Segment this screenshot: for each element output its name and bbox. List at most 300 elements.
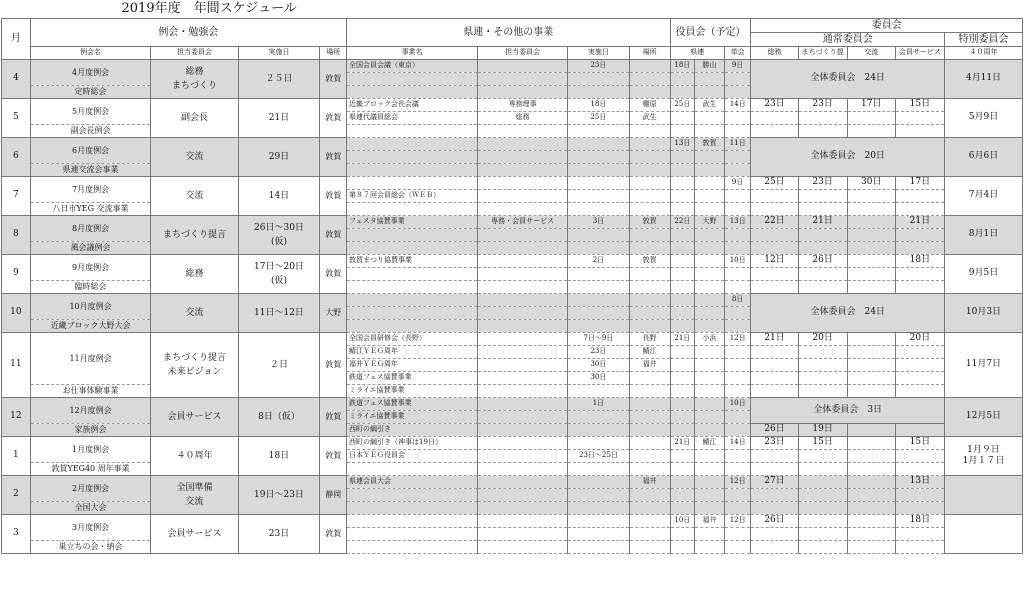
kenren-date [670, 397, 695, 410]
month-cell: 11 [2, 332, 31, 397]
event-date [568, 306, 629, 319]
event-date [568, 293, 629, 306]
kenren-place [695, 397, 725, 410]
event-place [629, 462, 670, 475]
iinkai-koryu [847, 202, 895, 215]
tankai-date: 8日 [724, 293, 751, 306]
kenren-date: 18日 [670, 59, 695, 72]
event-tanto [478, 397, 568, 410]
iinkai-merged: 全体委員会 3日 [751, 397, 945, 423]
event-tanto [478, 540, 568, 553]
event-date [568, 124, 629, 137]
event-place [629, 137, 670, 150]
event-tanto [478, 436, 568, 449]
event-name: ミライエ協賛事業 [347, 410, 478, 423]
reikai-tanto: 交流 [151, 176, 238, 215]
kenren-place [695, 72, 725, 85]
tankai-date [724, 501, 751, 514]
event-place: 鯖江 [629, 345, 670, 358]
tokubetsu-date: 9月5日 [944, 254, 1022, 293]
event-place: 武生 [629, 111, 670, 124]
tankai-date [724, 150, 751, 163]
event-date [568, 267, 629, 280]
event-place [629, 150, 670, 163]
month-cell: 4 [2, 59, 31, 98]
event-place [629, 267, 670, 280]
event-name [347, 202, 478, 215]
kenren-place [695, 202, 725, 215]
kenren-place [695, 189, 725, 202]
event-tanto [478, 280, 568, 293]
iinkai-machizukuri [798, 475, 847, 488]
event-date: 1日 [568, 397, 629, 410]
event-place [629, 371, 670, 384]
kenren-date [670, 449, 695, 462]
iinkai-koryu [847, 267, 895, 280]
kenren-place: 敦賀 [695, 137, 725, 150]
iinkai-machizukuri [798, 241, 847, 254]
kenren-date [670, 254, 695, 267]
reikai-place: 静岡 [320, 475, 347, 514]
iinkai-kaiin-service [895, 267, 944, 280]
iinkai-kaiin-service [895, 449, 944, 462]
reikai-date: 29日 [238, 137, 320, 176]
kenren-date [670, 306, 695, 319]
event-tanto [478, 423, 568, 436]
tankai-date [724, 462, 751, 475]
reikai-name: 3月度例会 [30, 514, 151, 540]
kenren-date [670, 267, 695, 280]
kenren-date [670, 475, 695, 488]
kenren-place [695, 241, 725, 254]
kenren-date: 13日 [670, 137, 695, 150]
event-tanto [478, 85, 568, 98]
event-name: 敦賀まつり協賛事業 [347, 254, 478, 267]
iinkai-koryu [847, 111, 895, 124]
event-date [568, 488, 629, 501]
event-date: 2日 [568, 254, 629, 267]
event-date [568, 176, 629, 189]
reikai-date: 14日 [238, 176, 320, 215]
tankai-date: 13日 [724, 215, 751, 228]
event-date [568, 72, 629, 85]
reikai-name: 1月度例会 [30, 436, 151, 462]
iinkai-koryu [847, 280, 895, 293]
event-tanto [478, 267, 568, 280]
event-place [629, 540, 670, 553]
iinkai-somu [751, 241, 798, 254]
reikai-date: 21日 [238, 98, 320, 137]
kenren-place [695, 124, 725, 137]
iinkai-somu [751, 449, 798, 462]
event-tanto [478, 462, 568, 475]
col-header-kenren-place: 単会 [724, 46, 751, 59]
event-date: 3日 [568, 215, 629, 228]
iinkai-machizukuri [798, 111, 847, 124]
reikai-date: 17日〜20日 (仮) [238, 254, 320, 293]
iinkai-somu: 26日 [751, 514, 798, 527]
kenren-place [695, 176, 725, 189]
event-name [347, 319, 478, 332]
event-date [568, 137, 629, 150]
yakuin-group-header: 役員会（予定） [670, 18, 751, 46]
event-date [568, 501, 629, 514]
event-date: 7日〜9日 [568, 332, 629, 345]
event-name [347, 267, 478, 280]
reikai-subtitle: 全国大会 [30, 501, 151, 514]
iinkai-kaiin-service: 18日 [895, 514, 944, 527]
event-tanto [478, 319, 568, 332]
table-row [2, 475, 1023, 488]
tokubetsu-date: 4月11日 [944, 59, 1022, 98]
event-name [347, 85, 478, 98]
iinkai-kaiin-service [895, 111, 944, 124]
reikai-place: 敦賀 [320, 514, 347, 553]
iinkai-machizukuri: 20日 [798, 332, 847, 345]
iinkai-kaiin-service: 18日 [895, 254, 944, 267]
reikai-name: 4月度例会 [30, 59, 151, 85]
event-name [347, 514, 478, 527]
event-name [347, 488, 478, 501]
reikai-tanto: 交流 [151, 293, 238, 332]
col-header-event-date: 実施日 [568, 46, 629, 59]
event-place [629, 241, 670, 254]
event-place [629, 228, 670, 241]
iinkai-koryu [847, 371, 895, 384]
event-tanto [478, 371, 568, 384]
reikai-name: 5月度例会 [30, 98, 151, 124]
iinkai-somu [751, 384, 798, 397]
reikai-place: 敦賀 [320, 59, 347, 98]
iinkai-koryu [847, 501, 895, 514]
iinkai-kaiin-service [895, 280, 944, 293]
iinkai-kaiin-service: 20日 [895, 332, 944, 345]
tankai-date [724, 527, 751, 540]
iinkai-machizukuri [798, 280, 847, 293]
event-name [347, 124, 478, 137]
tokubetsu-date: 5月9日 [944, 98, 1022, 137]
iinkai-kaiin-service: 13日 [895, 475, 944, 488]
kenren-place [695, 306, 725, 319]
reikai-place: 敦賀 [320, 137, 347, 176]
reikai-date: ２５日 [238, 59, 320, 98]
event-date [568, 163, 629, 176]
kenren-date [670, 85, 695, 98]
kenren-date: 10日 [670, 514, 695, 527]
event-name: 福井ＹＥＧ周年 [347, 358, 478, 371]
tankai-date [724, 202, 751, 215]
tankai-date [724, 358, 751, 371]
iinkai-koryu [847, 358, 895, 371]
iinkai-somu: 25日 [751, 176, 798, 189]
event-place [629, 293, 670, 306]
event-tanto [478, 384, 568, 397]
kenren-place [695, 228, 725, 241]
kenren-date [670, 228, 695, 241]
event-date [568, 280, 629, 293]
tankai-date: 12日 [724, 332, 751, 345]
event-place: 福井 [629, 475, 670, 488]
reikai-date: ２日 [238, 332, 320, 397]
event-name [347, 137, 478, 150]
tankai-date [724, 449, 751, 462]
iinkai-kaiin-service [895, 228, 944, 241]
tankai-date [724, 228, 751, 241]
iinkai-merged: 全体委員会 20日 [751, 137, 945, 176]
event-tanto [478, 176, 568, 189]
iinkai-kaiin-service [895, 189, 944, 202]
col-header-reikai-place: 場所 [320, 46, 347, 59]
event-name: 西町の綱引き（神事は19日） [347, 436, 478, 449]
kenren-place [695, 462, 725, 475]
event-date: 30日 [568, 371, 629, 384]
event-place [629, 488, 670, 501]
iinkai-group-header: 委員会 [751, 18, 1023, 32]
reikai-name: 12月度例会 [30, 397, 151, 423]
event-name: 県連会員大会 [347, 475, 478, 488]
event-date [568, 85, 629, 98]
event-name [347, 462, 478, 475]
event-tanto [478, 306, 568, 319]
event-name [347, 540, 478, 553]
kenren-place [695, 280, 725, 293]
event-tanto [478, 527, 568, 540]
event-place: 福井 [629, 358, 670, 371]
kenren-date: 22日 [670, 215, 695, 228]
kenren-place [695, 410, 725, 423]
tankai-date [724, 319, 751, 332]
iinkai-machizukuri: 21日 [798, 215, 847, 228]
reikai-subtitle: 県連交流会事業 [30, 163, 151, 176]
event-place [629, 85, 670, 98]
kenren-place [695, 449, 725, 462]
event-name: 県連代議員総会 [347, 111, 478, 124]
kenren-date [670, 358, 695, 371]
tankai-date [724, 124, 751, 137]
iinkai-kaiin-service [895, 527, 944, 540]
tankai-date [724, 423, 751, 436]
table-row [2, 137, 1023, 150]
event-place [629, 280, 670, 293]
kenren-date: 25日 [670, 98, 695, 111]
month-cell: 7 [2, 176, 31, 215]
event-place: 敦賀 [629, 254, 670, 267]
col-header-tankai: 総務 [751, 46, 798, 59]
reikai-group-header: 例会・勉強会 [30, 18, 346, 46]
month-cell: 5 [2, 98, 31, 137]
reikai-subtitle: 臨時総会 [30, 280, 151, 293]
event-tanto [478, 254, 568, 267]
iinkai-somu [751, 345, 798, 358]
iinkai-machizukuri [798, 540, 847, 553]
iinkai-machizukuri: 23日 [798, 98, 847, 111]
reikai-subtitle: 定時総会 [30, 85, 151, 98]
table-row [2, 59, 1023, 72]
tankai-date [724, 111, 751, 124]
event-tanto [478, 189, 568, 202]
reikai-place: 敦賀 [320, 436, 347, 475]
col-header-event-place: 場所 [629, 46, 670, 59]
event-tanto: 総務 [478, 111, 568, 124]
event-date [568, 241, 629, 254]
reikai-subtitle: 家族例会 [30, 423, 151, 436]
tsujo-group-header: 通常委員会 [751, 32, 945, 46]
event-name: 全国会員研修会（長野） [347, 332, 478, 345]
kenren-date [670, 345, 695, 358]
reikai-place: 敦賀 [320, 254, 347, 293]
kenren-place [695, 163, 725, 176]
iinkai-somu [751, 540, 798, 553]
event-date [568, 540, 629, 553]
tankai-date [724, 241, 751, 254]
event-tanto [478, 59, 568, 72]
event-tanto [478, 124, 568, 137]
tankai-date: 10日 [724, 397, 751, 410]
event-name [347, 241, 478, 254]
iinkai-koryu [847, 488, 895, 501]
reikai-tanto: まちづくり提言 未来ビジョン [151, 332, 238, 397]
iinkai-koryu [847, 215, 895, 228]
event-date: 30日 [568, 358, 629, 371]
event-place [629, 202, 670, 215]
tankai-date [724, 280, 751, 293]
iinkai-somu [751, 358, 798, 371]
event-tanto [478, 345, 568, 358]
reikai-tanto: 交流 [151, 137, 238, 176]
tankai-date [724, 306, 751, 319]
iinkai-merged: 全体委員会 24日 [751, 293, 945, 332]
iinkai-koryu: 17日 [847, 98, 895, 111]
iinkai-machizukuri [798, 189, 847, 202]
reikai-date: 19日〜23日 [238, 475, 320, 514]
reikai-tanto: 全国準備 交流 [151, 475, 238, 514]
kenren-place [695, 254, 725, 267]
iinkai-machizukuri [798, 449, 847, 462]
reikai-subtitle: 敦賀YEG40 周年事業 [30, 462, 151, 475]
reikai-place: 敦賀 [320, 332, 347, 397]
event-date: 23日 [568, 345, 629, 358]
event-date [568, 384, 629, 397]
iinkai-koryu [847, 527, 895, 540]
iinkai-somu [751, 280, 798, 293]
iinkai-somu: 23日 [751, 98, 798, 111]
event-place: 棚原 [629, 98, 670, 111]
event-place [629, 176, 670, 189]
event-name [347, 527, 478, 540]
event-tanto [478, 514, 568, 527]
kenren-place [695, 540, 725, 553]
event-name: フェスタ協賛事業 [347, 215, 478, 228]
event-place [629, 449, 670, 462]
tokubetsu-date [944, 514, 1022, 553]
event-tanto: 専務理事 [478, 98, 568, 111]
table-row [2, 176, 1023, 189]
event-place [629, 72, 670, 85]
kenren-date [670, 202, 695, 215]
kenren-date [670, 189, 695, 202]
tankai-date [724, 189, 751, 202]
iinkai-machizukuri [798, 384, 847, 397]
reikai-subtitle: 巣立ちの会・納会 [30, 540, 151, 553]
reikai-place: 敦賀 [320, 176, 347, 215]
month-cell: 12 [2, 397, 31, 436]
iinkai-machizukuri [798, 527, 847, 540]
kenren-place [695, 488, 725, 501]
iinkai-kaiin-service [895, 371, 944, 384]
tokubetsu-date: 7月4日 [944, 176, 1022, 215]
event-date [568, 462, 629, 475]
iinkai-somu [751, 202, 798, 215]
tankai-date: 12日 [724, 475, 751, 488]
tankai-date [724, 371, 751, 384]
iinkai-kaiin-service [895, 423, 944, 436]
reikai-name: 8月度例会 [30, 215, 151, 241]
tankai-date: 10日 [724, 254, 751, 267]
kenren-date [670, 410, 695, 423]
iinkai-somu [751, 267, 798, 280]
iinkai-kaiin-service [895, 241, 944, 254]
iinkai-koryu [847, 254, 895, 267]
kenren-date [670, 280, 695, 293]
tankai-date [724, 85, 751, 98]
tankai-date [724, 72, 751, 85]
month-cell: 9 [2, 254, 31, 293]
iinkai-somu: 12日 [751, 254, 798, 267]
event-date [568, 527, 629, 540]
event-tanto [478, 358, 568, 371]
table-row [2, 215, 1023, 228]
iinkai-machizukuri [798, 124, 847, 137]
month-header: 月 [2, 18, 31, 59]
tokubetsu-date: 12月5日 [944, 397, 1022, 436]
iinkai-kaiin-service [895, 202, 944, 215]
event-place [629, 423, 670, 436]
iinkai-kaiin-service: 15日 [895, 436, 944, 449]
iinkai-somu: 27日 [751, 475, 798, 488]
kenren-place: 武生 [695, 98, 725, 111]
reikai-name: 2月度例会 [30, 475, 151, 501]
iinkai-somu [751, 228, 798, 241]
kenren-date: 21日 [670, 436, 695, 449]
kenren-place [695, 527, 725, 540]
iinkai-kaiin-service: 17日 [895, 176, 944, 189]
iinkai-machizukuri [798, 267, 847, 280]
iinkai-koryu [847, 345, 895, 358]
col-header-somu: まちづくり提 [798, 46, 847, 59]
event-date [568, 228, 629, 241]
event-place [629, 189, 670, 202]
kenren-place [695, 384, 725, 397]
tankai-date [724, 540, 751, 553]
iinkai-machizukuri [798, 371, 847, 384]
tokubetsu-date: 1月９日 1月１７日 [944, 436, 1022, 475]
event-name [347, 306, 478, 319]
reikai-name: 6月度例会 [30, 137, 151, 163]
reikai-date: 23日 [238, 514, 320, 553]
col-header-koryu: 会員サービス [895, 46, 944, 59]
event-name: 第８７回会員総会（ＷＥＢ） [347, 189, 478, 202]
iinkai-koryu [847, 475, 895, 488]
iinkai-kaiin-service [895, 488, 944, 501]
event-place [629, 410, 670, 423]
iinkai-somu [751, 501, 798, 514]
event-place [629, 59, 670, 72]
event-tanto [478, 449, 568, 462]
kenren-date [670, 540, 695, 553]
reikai-date: 18日 [238, 436, 320, 475]
iinkai-somu: 26日 [751, 423, 798, 436]
reikai-tanto: 会員サービス [151, 397, 238, 436]
